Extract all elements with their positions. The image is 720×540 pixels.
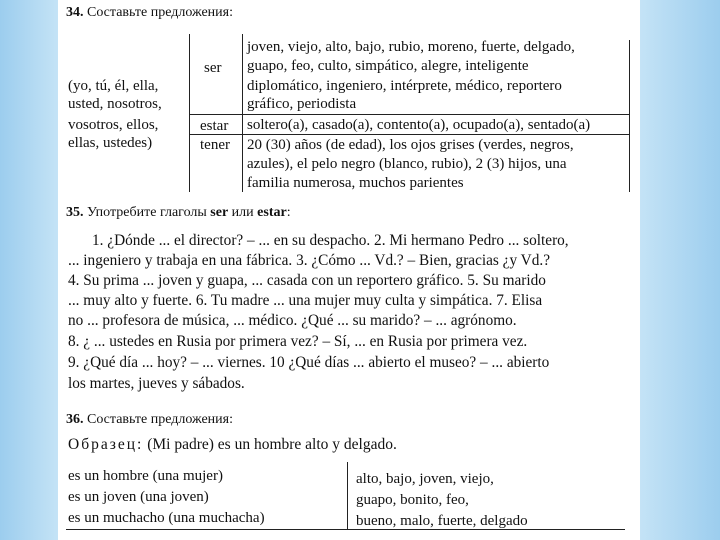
ex35-line: 4. Su prima ... joven y guapa, ... casada con un reportero gráfico. 5. Su marido — [68, 272, 546, 289]
ex35-title-post: : — [286, 205, 291, 220]
ex35-title-ser: ser — [210, 205, 229, 220]
ex36-left-row: es un hombre (una mujer) — [68, 468, 223, 484]
verb-ser: ser — [204, 60, 222, 76]
slide-background-right — [640, 0, 720, 540]
table34-vline-mid — [242, 34, 243, 192]
ser-complement-line: diplomático, ingeniero, intérprete, médico, reportero — [247, 78, 562, 94]
tener-complement-line: azules), el pelo negro (blanco, rubio), 2 (3) hijos, una — [247, 156, 567, 172]
table34-vline-left — [189, 34, 190, 192]
table34-hline-1 — [189, 114, 629, 115]
ex34-title: Составьте предложения: — [87, 5, 233, 20]
table36-bottom-line — [66, 529, 625, 530]
verb-estar: estar — [200, 118, 229, 134]
ex36-left-row: es un muchacho (una muchacha) — [68, 510, 265, 526]
estar-complement-line: soltero(a), casado(a), contento(a), ocupado(a), sentado(a) — [247, 117, 591, 133]
ex34-subject-line: ellas, ustedes) — [68, 135, 153, 151]
ex35-title-pre: Употребите глаголы — [87, 205, 211, 220]
ex36-sample — [68, 436, 397, 454]
ex35-line: ... muy alto y fuerte. 6. Tu madre ... una mujer muy culta y simpática. 7. Elisa — [68, 292, 543, 309]
ex35-title-estar: estar — [257, 205, 287, 220]
ex34-subject-line: usted, nosotros, — [68, 96, 162, 112]
table34-hline-2 — [189, 134, 629, 135]
ex35-line: 8. ¿ ... ustedes en Rusia por primera vez? – Sí, ... en Rusia por primera vez. — [68, 333, 528, 350]
ex36-right-row: guapo, bonito, feo, — [356, 492, 469, 508]
tener-complement-line: 20 (30) años (de edad), los ojos grises (verdes, negros, — [247, 137, 574, 153]
ex35-line: 1. ¿Dónde ... el director? – ... en su despacho. 2. Mi hermano Pedro ... soltero, — [92, 232, 569, 249]
ser-complement-line: guapo, feo, culto, simpático, alegre, inteligente — [247, 58, 529, 74]
ex36-title: Составьте предложения: — [87, 412, 233, 427]
sample-text: (Mi padre) es un hombre alto y delgado. — [147, 436, 397, 453]
ex36-left-row: es un joven (una joven) — [68, 489, 209, 505]
ex35-heading — [66, 205, 291, 221]
ex35-line: 9. ¿Qué día ... hoy? – ... viernes. 10 ¿Qué días ... abierto el museo? – ... abierto — [68, 354, 550, 371]
ex34-subject-line: (yo, tú, él, ella, — [68, 78, 159, 94]
ex35-line: los martes, jueves y sábados. — [68, 375, 245, 392]
ex35-line: no ... profesora de música, ... médico. ¿Qué ... su marido? – ... agrónomo. — [68, 312, 517, 329]
ex34-number: 34. — [66, 5, 84, 20]
ex36-right-row: bueno, malo, fuerte, delgado — [356, 513, 528, 529]
scanned-page — [58, 0, 640, 540]
tener-complement-line: familia numerosa, muchos parientes — [247, 175, 464, 191]
ex35-number: 35. — [66, 205, 84, 220]
ex36-right-row: alto, bajo, joven, viejo, — [356, 471, 494, 487]
table36-vline — [347, 462, 348, 530]
table34-vline-right — [629, 40, 630, 192]
ex35-line: ... ingeniero y trabaja en una fábrica. 3. ¿Cómo ... Vd.? – Bien, gracias ¿y Vd.? — [68, 252, 550, 269]
slide-background-left — [0, 0, 58, 540]
verb-tener: tener — [200, 137, 230, 153]
sample-label: Образец: — [68, 436, 144, 453]
ex36-heading — [66, 412, 233, 428]
ex34-heading — [66, 5, 233, 21]
ex36-number: 36. — [66, 412, 84, 427]
ser-complement-line: joven, viejo, alto, bajo, rubio, moreno, fuerte, delgado, — [247, 39, 575, 55]
ex34-subject-line: vosotros, ellos, — [68, 117, 159, 133]
ser-complement-line: gráfico, periodista — [247, 96, 357, 112]
ex35-title-mid: или — [228, 205, 258, 220]
